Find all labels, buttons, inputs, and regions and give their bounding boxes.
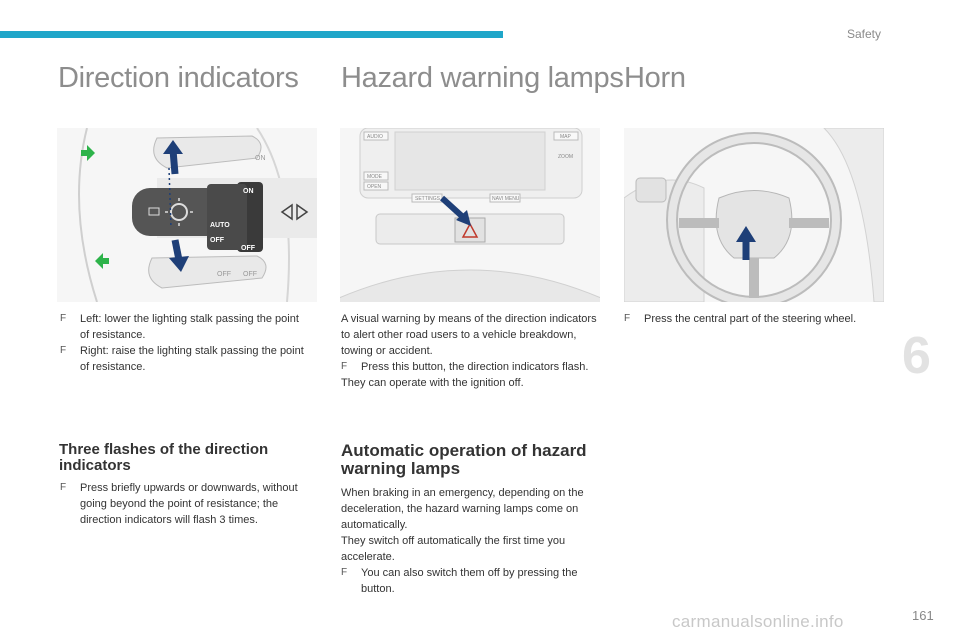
- label-mode: MODE: [367, 174, 382, 180]
- section-label: Safety: [847, 27, 882, 41]
- label-settings: SETTINGS: [415, 196, 441, 202]
- figure-steering-wheel: [624, 128, 884, 302]
- label-audio: AUDIO: [367, 134, 383, 140]
- col1-sub-instructions: [60, 480, 300, 528]
- col1-instructions: [60, 311, 310, 375]
- col2-intro: A visual warning by means of the direction indicators to alert other road users to a vehicle breakdown, towing or accident.: [341, 313, 597, 357]
- heading-direction-indicators: Direction indicators: [58, 62, 299, 94]
- col2-sub-instructions: [341, 485, 599, 597]
- label-off-2: OFF: [241, 245, 255, 252]
- label-zoom: ZOOM: [558, 154, 573, 160]
- label-off-4: OFF: [243, 271, 257, 278]
- bullet-mark: F: [60, 482, 67, 493]
- bullet-mark: F: [60, 345, 67, 356]
- heading-horn: Horn: [624, 62, 686, 94]
- figure-hazard-button: [340, 128, 600, 302]
- watermark: carmanualsonline.info: [672, 612, 844, 631]
- col2-instructions: [341, 311, 599, 391]
- subheading-three-flashes: Three flashes of the direction indicators: [59, 441, 269, 474]
- label-auto: AUTO: [210, 222, 230, 229]
- bullet-mark: F: [60, 313, 67, 324]
- col3-instructions: [624, 311, 864, 327]
- label-off-1: OFF: [210, 237, 224, 244]
- subheading-automatic-operation: Automatic operation of hazard warning lamps: [341, 441, 587, 478]
- chapter-number: 6: [902, 327, 931, 385]
- list-item: F Left: lower the lighting stalk passing the point of resistance.: [60, 313, 299, 341]
- list-item: F Press the central part of the steering wheel.: [624, 313, 857, 325]
- list-item: F Right: raise the lighting stalk passing the point of resistance.: [60, 345, 304, 373]
- label-map: MAP: [560, 134, 571, 140]
- label-off-3: OFF: [217, 271, 231, 278]
- label-open: OPEN: [367, 184, 382, 190]
- bullet-mark: F: [341, 567, 348, 578]
- col2-sub-para1: When braking in an emergency, depending on the deceleration, the hazard warning lamps come on automatically.: [341, 487, 584, 531]
- bullet-mark: F: [624, 313, 631, 324]
- col2-note: They can operate with the ignition off.: [341, 377, 524, 389]
- label-on-lower: ON: [255, 155, 266, 162]
- label-navi-menu: NAVI MENU: [492, 196, 520, 202]
- heading-hazard-warning-lamps: Hazard warning lamps: [341, 62, 624, 94]
- page-number: 161: [912, 608, 934, 623]
- figure-lighting-stalk: [57, 128, 317, 302]
- list-item: F Press this button, the direction indicators flash.: [341, 361, 589, 373]
- header-accent-bar: [0, 31, 503, 38]
- col2-sub-para2: They switch off automatically the first time you accelerate.: [341, 535, 566, 563]
- label-on-upper: ON: [243, 188, 254, 195]
- list-item: F You can also switch them off by pressing the button.: [341, 567, 578, 595]
- bullet-mark: F: [341, 361, 348, 372]
- list-item: F Press briefly upwards or downwards, without going beyond the point of resistance; the direction indicators will flash 3 times.: [60, 482, 298, 526]
